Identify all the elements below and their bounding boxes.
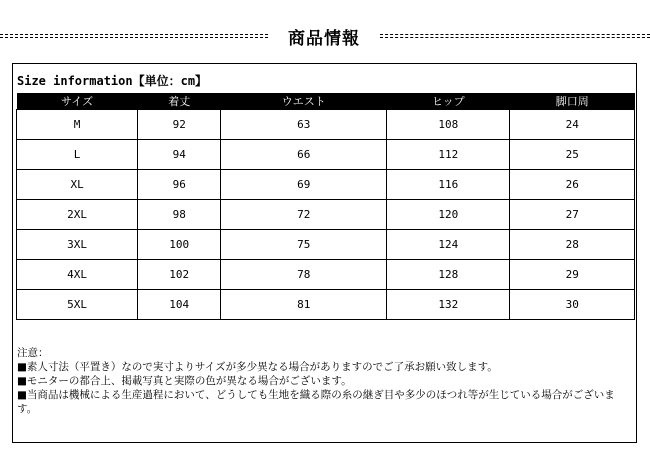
note-line: ■モニターの都合上、掲載写真と実際の色が異なる場合がございます。 bbox=[17, 375, 352, 387]
cell-waist: 72 bbox=[221, 200, 387, 230]
cell-size: 5XL bbox=[17, 290, 138, 320]
cell-hip: 132 bbox=[387, 290, 510, 320]
cell-waist: 69 bbox=[221, 170, 387, 200]
size-info-label: Size information【単位：cm】 bbox=[17, 74, 208, 88]
cell-size: L bbox=[17, 140, 138, 170]
size-table bbox=[16, 93, 635, 320]
table-row bbox=[17, 170, 635, 200]
cell-hem: 28 bbox=[510, 230, 635, 260]
cell-length: 102 bbox=[138, 260, 221, 290]
cell-hip: 116 bbox=[387, 170, 510, 200]
header-hem: 脚口周 bbox=[510, 93, 635, 110]
cell-waist: 75 bbox=[221, 230, 387, 260]
cell-hip: 112 bbox=[387, 140, 510, 170]
cell-size: M bbox=[17, 110, 138, 140]
cell-hem: 24 bbox=[510, 110, 635, 140]
notes-heading: 注意： bbox=[17, 347, 49, 359]
header-hip: ヒップ bbox=[387, 93, 510, 110]
cell-waist: 63 bbox=[221, 110, 387, 140]
cell-length: 96 bbox=[138, 170, 221, 200]
table-row bbox=[17, 200, 635, 230]
cell-hem: 25 bbox=[510, 140, 635, 170]
cell-waist: 66 bbox=[221, 140, 387, 170]
table-row bbox=[17, 230, 635, 260]
cell-length: 92 bbox=[138, 110, 221, 140]
cell-hip: 108 bbox=[387, 110, 510, 140]
table-row bbox=[17, 260, 635, 290]
notes-section bbox=[17, 346, 631, 416]
cell-size: 3XL bbox=[17, 230, 138, 260]
cell-size: XL bbox=[17, 170, 138, 200]
table-body bbox=[17, 110, 635, 320]
cell-waist: 81 bbox=[221, 290, 387, 320]
cell-length: 100 bbox=[138, 230, 221, 260]
cell-hem: 27 bbox=[510, 200, 635, 230]
table-row bbox=[17, 290, 635, 320]
cell-waist: 78 bbox=[221, 260, 387, 290]
header-size: サイズ bbox=[17, 93, 138, 110]
header-divider-left bbox=[0, 34, 268, 38]
cell-hip: 124 bbox=[387, 230, 510, 260]
header-length: 着丈 bbox=[138, 93, 221, 110]
cell-hip: 128 bbox=[387, 260, 510, 290]
cell-hem: 29 bbox=[510, 260, 635, 290]
cell-hem: 26 bbox=[510, 170, 635, 200]
note-line: ■当商品は機械による生産過程において、どうしても生地を織る際の糸の継ぎ目や多少のほつれ等が生じている場合がございます。 bbox=[17, 389, 615, 415]
size-chart-frame bbox=[12, 63, 637, 443]
cell-length: 94 bbox=[138, 140, 221, 170]
cell-length: 98 bbox=[138, 200, 221, 230]
cell-length: 104 bbox=[138, 290, 221, 320]
header-waist: ウエスト bbox=[221, 93, 387, 110]
page-title: 商品情報 bbox=[288, 29, 360, 49]
table-row bbox=[17, 140, 635, 170]
cell-hem: 30 bbox=[510, 290, 635, 320]
table-header-row bbox=[17, 93, 635, 110]
cell-size: 2XL bbox=[17, 200, 138, 230]
header-divider-right bbox=[380, 34, 650, 38]
cell-hip: 120 bbox=[387, 200, 510, 230]
table-row bbox=[17, 110, 635, 140]
cell-size: 4XL bbox=[17, 260, 138, 290]
note-line: ■素人寸法（平置き）なので実寸よりサイズが多少異なる場合がありますのでご了承お願い致します。 bbox=[17, 361, 498, 373]
